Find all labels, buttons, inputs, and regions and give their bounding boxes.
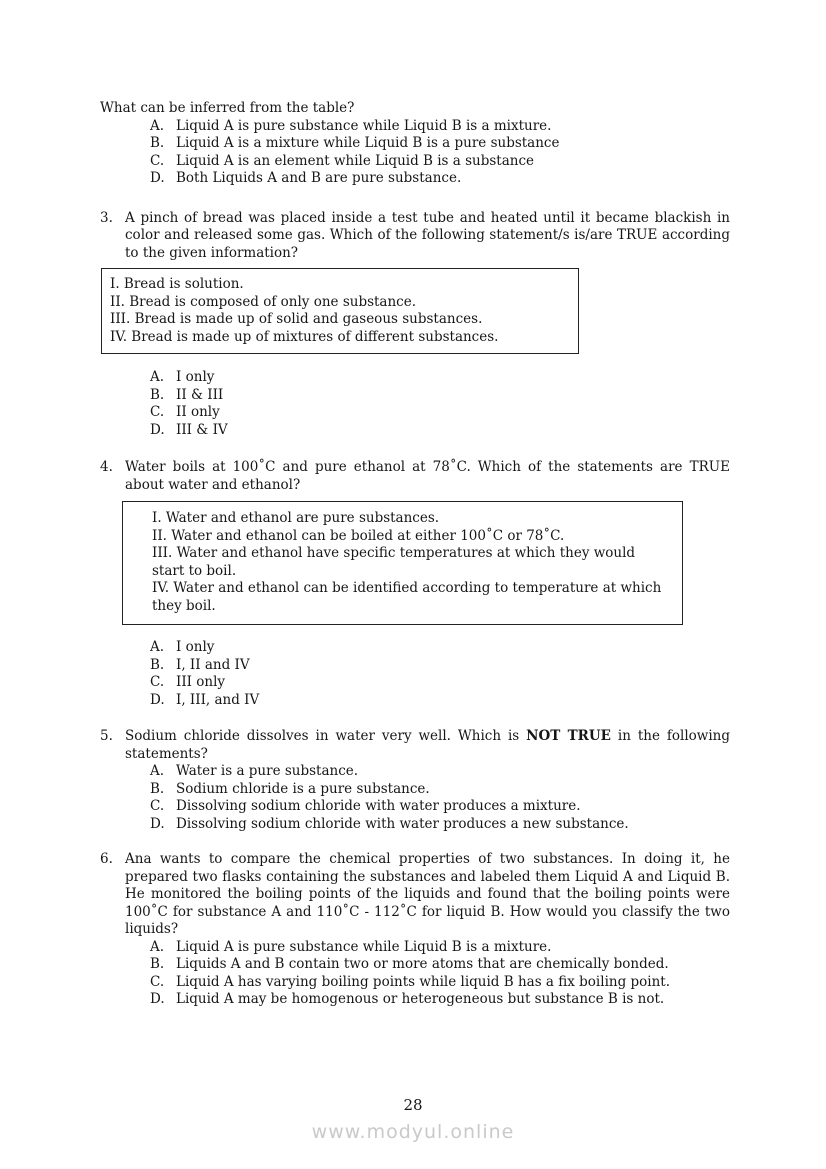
question-text-segment: Sodium chloride dissolves in water very well. Which is xyxy=(125,728,527,744)
q5-options xyxy=(150,763,730,833)
page-number: 28 xyxy=(403,1096,423,1114)
statement-line: II. Bread is composed of only one substance. xyxy=(110,293,417,310)
question-number: 3. xyxy=(100,209,113,226)
option-letter: C. xyxy=(150,152,165,169)
option-row xyxy=(150,170,730,188)
option-row xyxy=(150,816,730,834)
statement-line: II. Water and ethanol can be boiled at either 100˚C or 78˚C. xyxy=(152,527,565,544)
option-letter: D. xyxy=(150,691,165,708)
q3-options xyxy=(150,369,730,439)
option-letter: C. xyxy=(150,973,165,990)
option-row xyxy=(150,956,730,974)
option-text: Liquid A is pure substance while Liquid B is a mixture. xyxy=(176,117,552,134)
intro-options xyxy=(150,118,730,188)
option-letter: B. xyxy=(150,956,165,972)
option-row xyxy=(150,991,730,1009)
question-text-bold: NOT TRUE xyxy=(526,728,611,744)
option-row xyxy=(150,153,730,171)
option-row xyxy=(150,763,730,781)
option-row xyxy=(150,404,730,422)
option-letter: D. xyxy=(150,421,165,438)
option-text: Both Liquids A and B are pure substance. xyxy=(176,170,462,186)
option-text: Liquid A may be homogenous or heterogeneous but substance B is not. xyxy=(176,991,665,1007)
option-row xyxy=(150,639,730,657)
option-row xyxy=(150,657,730,675)
option-row xyxy=(150,387,730,405)
option-text: Liquid A has varying boiling points while liquid B has a fix boiling point. xyxy=(176,973,671,990)
option-text: II & III xyxy=(176,386,224,403)
question-number: 4. xyxy=(100,459,113,475)
option-text: II only xyxy=(176,404,220,420)
option-letter: B. xyxy=(150,656,165,673)
option-text: Liquid A is an element while Liquid B is a substance xyxy=(176,152,535,169)
question-text-segment: in the following statements? xyxy=(125,728,730,762)
question-6 xyxy=(100,851,730,939)
option-letter: A. xyxy=(150,639,165,655)
statement-line: I. Bread is solution. xyxy=(110,276,244,292)
statement-box-q4 xyxy=(122,501,683,625)
option-letter: C. xyxy=(150,404,165,420)
option-text: I only xyxy=(176,639,215,655)
option-text: Dissolving sodium chloride with water produces a mixture. xyxy=(176,798,581,814)
option-row xyxy=(150,118,730,136)
option-letter: A. xyxy=(150,117,165,134)
question-text xyxy=(125,728,730,763)
q6-options xyxy=(150,939,730,1009)
statement-line: I. Water and ethanol are pure substances. xyxy=(152,510,440,526)
statement-box-q3 xyxy=(101,268,579,354)
option-text: Dissolving sodium chloride with water produces a new substance. xyxy=(176,815,629,832)
question-text: Water boils at 100˚C and pure ethanol at 78˚C. Which of the statements are TRUE about water and ethanol? xyxy=(125,459,730,493)
statement-line: IV. Bread is made up of mixtures of different substances. xyxy=(110,328,499,345)
question-4 xyxy=(100,459,730,494)
question-number: 5. xyxy=(100,728,113,744)
option-letter: C. xyxy=(150,674,165,690)
statement-line: IV. Water and ethanol can be identified according to temperature at which they boil. xyxy=(152,580,662,614)
option-row xyxy=(150,939,730,957)
option-letter: B. xyxy=(150,386,165,403)
question-3 xyxy=(100,210,730,263)
option-text: Liquid A is pure substance while Liquid B is a mixture. xyxy=(176,938,552,955)
option-text: I, II and IV xyxy=(176,656,250,673)
option-letter: D. xyxy=(150,991,165,1007)
question-text: A pinch of bread was placed inside a test tube and heated until it became blackish in color and released some gas. Which of the following statement/s is/are TRUE according to the given information? xyxy=(125,209,730,261)
q4-options xyxy=(150,639,730,709)
statement-line: III. Bread is made up of solid and gaseous substances. xyxy=(110,311,483,327)
option-row xyxy=(150,798,730,816)
option-row xyxy=(150,369,730,387)
option-letter: D. xyxy=(150,170,165,186)
option-row xyxy=(150,974,730,992)
question-5 xyxy=(100,728,730,763)
option-row xyxy=(150,674,730,692)
question-number: 6. xyxy=(100,851,113,867)
intro-question-stem: What can be inferred from the table? xyxy=(100,100,355,116)
option-letter: B. xyxy=(150,135,165,151)
option-text: Sodium chloride is a pure substance. xyxy=(176,780,430,797)
option-row xyxy=(150,135,730,153)
option-letter: A. xyxy=(150,763,165,779)
watermark: www.modyul.online xyxy=(311,1121,515,1143)
question-text: Ana wants to compare the chemical properties of two substances. In doing it, he prepared two flasks containing the substances and labeled them Liquid A and Liquid B. He monitored the boiling points of the liquids and found that the boiling points were 100˚C for substance A and 110˚C - 112˚C for liquid B. How would you classify the two liquids? xyxy=(125,851,730,937)
option-letter: C. xyxy=(150,798,165,814)
option-text: I only xyxy=(176,369,215,385)
option-letter: B. xyxy=(150,780,165,797)
statement-line: III. Water and ethanol have specific temperatures at which they would start to boil. xyxy=(152,545,636,579)
option-row xyxy=(150,781,730,799)
option-row xyxy=(150,422,730,440)
option-letter: D. xyxy=(150,815,165,832)
option-letter: A. xyxy=(150,369,165,385)
option-row xyxy=(150,692,730,710)
option-text: Liquid A is a mixture while Liquid B is a pure substance xyxy=(176,135,560,151)
option-letter: A. xyxy=(150,938,165,955)
option-text: III & IV xyxy=(176,421,228,438)
option-text: I, III, and IV xyxy=(176,691,260,708)
option-text: Water is a pure substance. xyxy=(176,763,359,779)
option-text: III only xyxy=(176,674,226,690)
option-text: Liquids A and B contain two or more atoms that are chemically bonded. xyxy=(176,956,669,972)
